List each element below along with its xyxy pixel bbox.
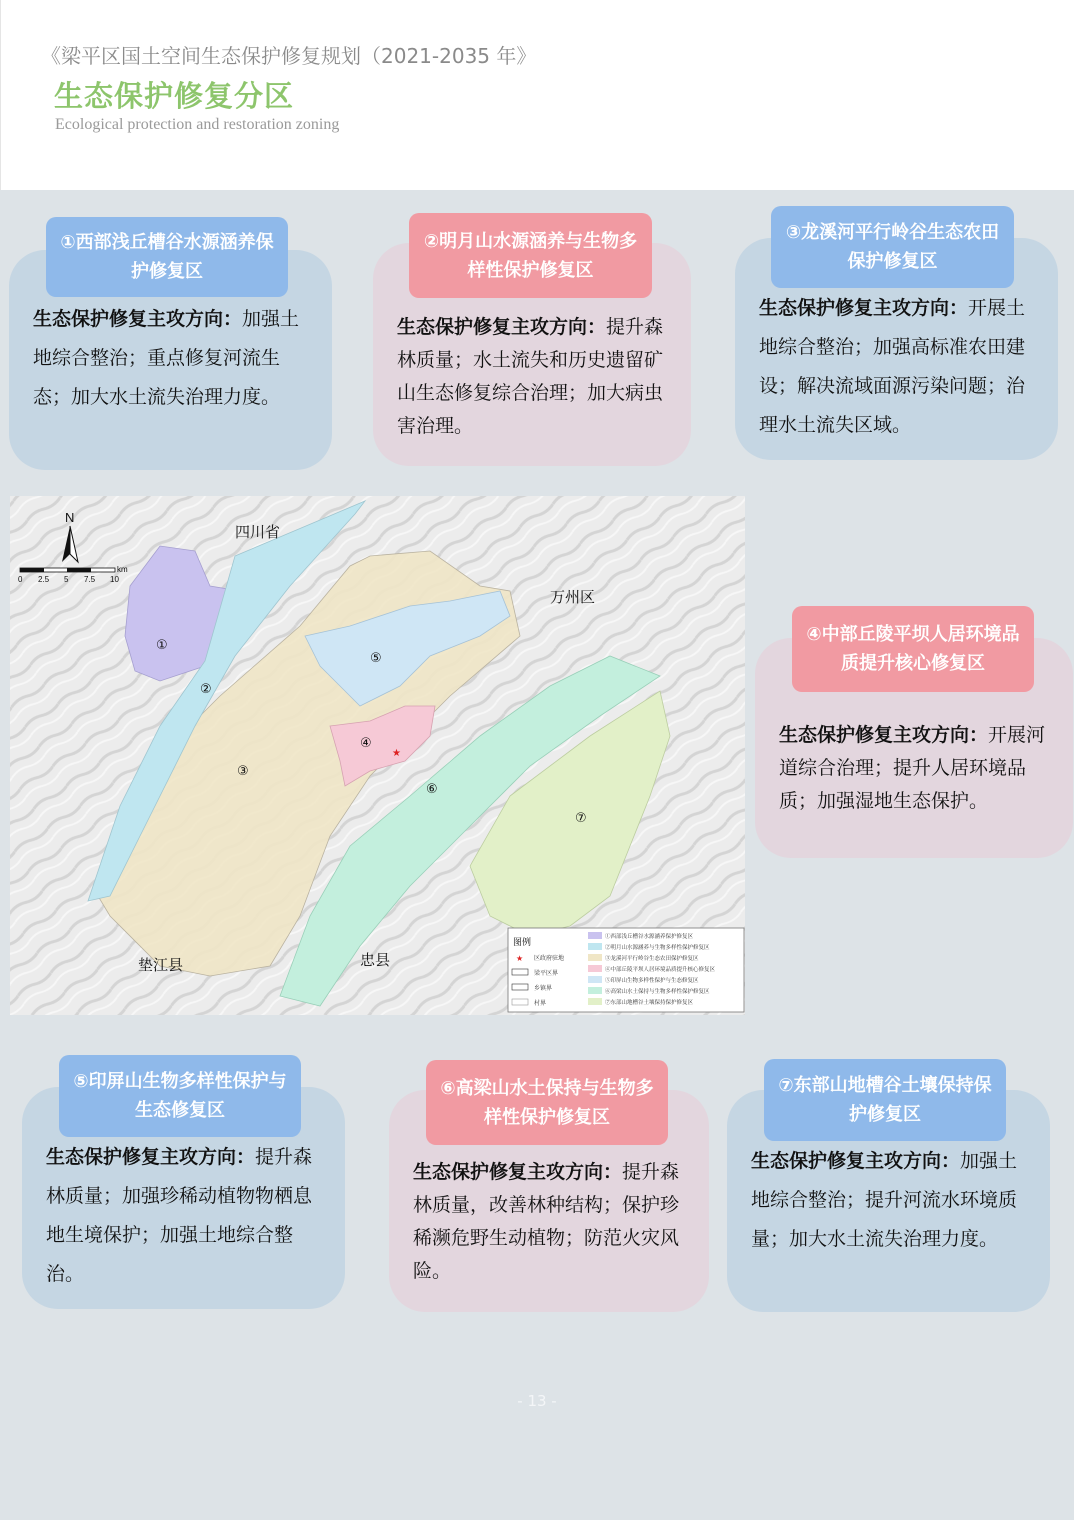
legend-left-item: 梁平区界 (534, 971, 559, 977)
legend-zone-item: ②明月山水源涵养与生物多样性保护修复区 (605, 945, 710, 951)
zoning-map-svg (10, 496, 745, 1015)
section-title: 生态保护修复分区 (54, 79, 295, 113)
map-legend (508, 928, 744, 1012)
scale-tick: 5 (64, 575, 69, 584)
zone-tag-4: ④中部丘陵平坝人居环境品质提升核心修复区 (792, 606, 1034, 692)
legend-left-item: 区政府驻地 (534, 956, 565, 962)
zone-text-6: 生态保护修复主攻方向：提升森林质量，改善林种结构；保护珍稀濒危野生动植物；防范火灾风险。 (413, 1161, 680, 1282)
zone-marker: ⑥ (426, 782, 438, 797)
north-label: N (65, 510, 75, 525)
zone-tag-3: ③龙溪河平行岭谷生态农田保护修复区 (771, 206, 1014, 288)
place-label: 忠县 (360, 952, 391, 969)
zone-marker: ④ (360, 736, 372, 751)
legend-left-item: 村界 (534, 1001, 547, 1007)
zone-tag-2: ②明月山水源涵养与生物多样性保护修复区 (409, 213, 652, 298)
zone-marker: ① (156, 638, 168, 653)
legend-zone-item: ③龙溪河平行岭谷生态农田保护修复区 (605, 956, 699, 962)
zone-tag-7: ⑦东部山地槽谷土壤保持保护修复区 (764, 1059, 1006, 1141)
legend-zone-item: ①西部浅丘槽谷水源涵养保护修复区 (605, 934, 694, 940)
zone-marker: ③ (237, 764, 249, 779)
scale-unit: km (117, 565, 128, 574)
scale-tick: 0 (18, 575, 23, 584)
scale-tick: 7.5 (84, 575, 96, 584)
place-label: 垫江县 (138, 957, 184, 974)
direction-label: 生态保护修复主攻方向： (759, 297, 969, 319)
zone-tag-5: ⑤印屏山生物多样性保护与生态修复区 (59, 1055, 301, 1137)
place-label: 四川省 (235, 524, 281, 541)
page-number: - 13 - (517, 1392, 557, 1410)
zone-text-7: 生态保护修复主攻方向：加强土地综合整治；提升河流水环境质量；加大水土流失治理力度。 (751, 1150, 1018, 1250)
zone-text-1: 生态保护修复主攻方向：加强土地综合整治；重点修复河流生态；加大水土流失治理力度。 (33, 308, 300, 408)
legend-zone-item: ⑤印屏山生物多样性保护与生态修复区 (605, 978, 699, 984)
direction-label: 生态保护修复主攻方向： (413, 1161, 623, 1183)
zone-marker: ⑦ (575, 811, 587, 826)
zone-marker: ② (200, 682, 212, 697)
legend-zone-item: ⑥高梁山水土保持与生物多样性保护修复区 (605, 989, 710, 995)
legend-seat-icon: ★ (516, 954, 524, 963)
legend-zone-item: ④中部丘陵平坝人居环境品质提升核心修复区 (605, 967, 716, 973)
zone-text-3: 生态保护修复主攻方向：开展土地综合整治；加强高标准农田建设；解决流域面源污染问题；治理水土流失区域。 (759, 297, 1026, 436)
scale-tick: 2.5 (38, 575, 50, 584)
zone-marker: ⑤ (370, 651, 382, 666)
legend-left-item: 乡镇界 (534, 986, 553, 992)
page-header (0, 0, 1074, 190)
zone-tag-1: ①西部浅丘槽谷水源涵养保护修复区 (46, 217, 288, 297)
scale-tick: 10 (110, 575, 119, 584)
legend-zone-item: ⑦东部山地槽谷土壤保持保护修复区 (605, 1000, 694, 1006)
zone-text-2: 生态保护修复主攻方向：提升森林质量；水土流失和历史遗留矿山生态修复综合治理；加大病虫害治理。 (397, 316, 664, 437)
direction-label: 生态保护修复主攻方向： (33, 308, 243, 330)
district-seat-star-icon: ★ (392, 748, 401, 759)
zone-text-5: 生态保护修复主攻方向：提升森林质量；加强珍稀动植物物栖息地生境保护；加强土地综合整治。 (46, 1146, 313, 1285)
direction-label: 生态保护修复主攻方向： (46, 1146, 256, 1168)
direction-label: 生态保护修复主攻方向： (779, 724, 989, 746)
place-label: 万州区 (550, 589, 596, 606)
document-title: 《梁平区国土空间生态保护修复规划（2021-2035 年》 (41, 44, 537, 68)
zoning-map (10, 496, 745, 1015)
direction-label: 生态保护修复主攻方向： (751, 1150, 961, 1172)
legend-title: 图例 (513, 937, 532, 947)
direction-label: 生态保护修复主攻方向： (397, 316, 607, 338)
zone-tag-6: ⑥高梁山水土保持与生物多样性保护修复区 (426, 1060, 668, 1145)
zone-text-4: 生态保护修复主攻方向：开展河道综合治理；提升人居环境品质；加强湿地生态保护。 (779, 724, 1046, 812)
scale-bar (20, 568, 115, 572)
section-subtitle: Ecological protection and restoration zoning (55, 116, 340, 133)
